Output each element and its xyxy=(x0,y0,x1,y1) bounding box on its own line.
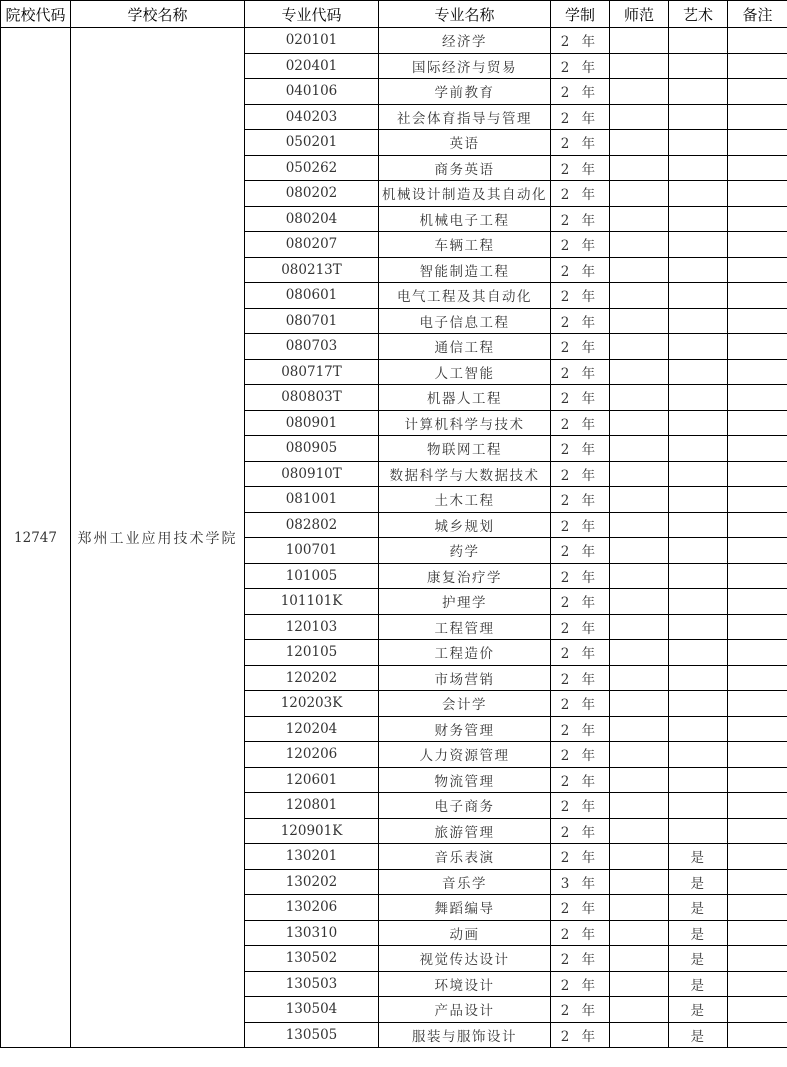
art-cell xyxy=(669,104,728,130)
remark-cell xyxy=(728,640,787,666)
remark-cell xyxy=(728,946,787,972)
duration-cell: 2 年 xyxy=(551,79,610,105)
major-code-cell: 080207 xyxy=(245,232,379,258)
remark-cell xyxy=(728,844,787,870)
header-school-code: 院校代码 xyxy=(1,1,71,28)
duration-cell: 2 年 xyxy=(551,512,610,538)
duration-cell: 2 年 xyxy=(551,53,610,79)
remark-cell xyxy=(728,665,787,691)
art-cell: 是 xyxy=(669,946,728,972)
header-duration: 学制 xyxy=(551,1,610,28)
header-major-code: 专业代码 xyxy=(245,1,379,28)
normal-cell xyxy=(610,308,669,334)
duration-cell: 2 年 xyxy=(551,487,610,513)
art-cell xyxy=(669,79,728,105)
major-code-cell: 130201 xyxy=(245,844,379,870)
major-name-cell: 工程造价 xyxy=(379,640,551,666)
major-code-cell: 100701 xyxy=(245,538,379,564)
art-cell xyxy=(669,538,728,564)
major-code-cell: 080601 xyxy=(245,283,379,309)
normal-cell xyxy=(610,1022,669,1048)
duration-cell: 2 年 xyxy=(551,895,610,921)
normal-cell xyxy=(610,997,669,1023)
school-code-cell: 12747 xyxy=(1,28,71,1048)
art-cell xyxy=(669,742,728,768)
duration-cell: 2 年 xyxy=(551,818,610,844)
remark-cell xyxy=(728,436,787,462)
major-code-cell: 130310 xyxy=(245,920,379,946)
major-code-cell: 050201 xyxy=(245,130,379,156)
remark-cell xyxy=(728,232,787,258)
normal-cell xyxy=(610,563,669,589)
duration-cell: 2 年 xyxy=(551,640,610,666)
major-name-cell: 电子商务 xyxy=(379,793,551,819)
major-code-cell: 082802 xyxy=(245,512,379,538)
major-name-cell: 英语 xyxy=(379,130,551,156)
duration-cell: 2 年 xyxy=(551,206,610,232)
normal-cell xyxy=(610,869,669,895)
duration-cell: 2 年 xyxy=(551,232,610,258)
art-cell xyxy=(669,512,728,538)
remark-cell xyxy=(728,971,787,997)
remark-cell xyxy=(728,359,787,385)
duration-cell: 2 年 xyxy=(551,308,610,334)
major-name-cell: 物流管理 xyxy=(379,767,551,793)
remark-cell xyxy=(728,53,787,79)
remark-cell xyxy=(728,257,787,283)
remark-cell xyxy=(728,385,787,411)
normal-cell xyxy=(610,436,669,462)
major-code-cell: 120204 xyxy=(245,716,379,742)
major-code-cell: 120801 xyxy=(245,793,379,819)
normal-cell xyxy=(610,79,669,105)
normal-cell xyxy=(610,716,669,742)
major-name-cell: 智能制造工程 xyxy=(379,257,551,283)
major-name-cell: 音乐学 xyxy=(379,869,551,895)
major-code-cell: 080213T xyxy=(245,257,379,283)
major-name-cell: 物联网工程 xyxy=(379,436,551,462)
normal-cell xyxy=(610,793,669,819)
duration-cell: 2 年 xyxy=(551,283,610,309)
major-name-cell: 产品设计 xyxy=(379,997,551,1023)
duration-cell: 2 年 xyxy=(551,359,610,385)
major-code-cell: 101101K xyxy=(245,589,379,615)
remark-cell xyxy=(728,410,787,436)
normal-cell xyxy=(610,538,669,564)
major-name-cell: 舞蹈编导 xyxy=(379,895,551,921)
art-cell xyxy=(669,130,728,156)
major-name-cell: 护理学 xyxy=(379,589,551,615)
normal-cell xyxy=(610,844,669,870)
major-name-cell: 社会体育指导与管理 xyxy=(379,104,551,130)
art-cell xyxy=(669,436,728,462)
header-major-name: 专业名称 xyxy=(379,1,551,28)
normal-cell xyxy=(610,53,669,79)
major-name-cell: 市场营销 xyxy=(379,665,551,691)
remark-cell xyxy=(728,818,787,844)
remark-cell xyxy=(728,79,787,105)
duration-cell: 2 年 xyxy=(551,691,610,717)
art-cell: 是 xyxy=(669,997,728,1023)
art-cell xyxy=(669,563,728,589)
remark-cell xyxy=(728,28,787,54)
major-name-cell: 计算机科学与技术 xyxy=(379,410,551,436)
major-code-cell: 120601 xyxy=(245,767,379,793)
remark-cell xyxy=(728,563,787,589)
normal-cell xyxy=(610,359,669,385)
remark-cell xyxy=(728,334,787,360)
normal-cell xyxy=(610,232,669,258)
art-cell xyxy=(669,818,728,844)
header-school-name: 学校名称 xyxy=(71,1,245,28)
major-name-cell: 视觉传达设计 xyxy=(379,946,551,972)
major-name-cell: 旅游管理 xyxy=(379,818,551,844)
major-name-cell: 音乐表演 xyxy=(379,844,551,870)
duration-cell: 2 年 xyxy=(551,28,610,54)
major-name-cell: 人力资源管理 xyxy=(379,742,551,768)
normal-cell xyxy=(610,257,669,283)
major-code-cell: 040106 xyxy=(245,79,379,105)
art-cell xyxy=(669,385,728,411)
header-remark: 备注 xyxy=(728,1,787,28)
major-name-cell: 康复治疗学 xyxy=(379,563,551,589)
header-normal: 师范 xyxy=(610,1,669,28)
major-code-cell: 080202 xyxy=(245,181,379,207)
art-cell xyxy=(669,716,728,742)
art-cell xyxy=(669,589,728,615)
normal-cell xyxy=(610,385,669,411)
normal-cell xyxy=(610,206,669,232)
normal-cell xyxy=(610,28,669,54)
art-cell xyxy=(669,155,728,181)
art-cell xyxy=(669,257,728,283)
major-code-cell: 101005 xyxy=(245,563,379,589)
major-name-cell: 车辆工程 xyxy=(379,232,551,258)
major-code-cell: 080717T xyxy=(245,359,379,385)
duration-cell: 2 年 xyxy=(551,920,610,946)
art-cell: 是 xyxy=(669,895,728,921)
duration-cell: 2 年 xyxy=(551,589,610,615)
duration-cell: 2 年 xyxy=(551,155,610,181)
art-cell xyxy=(669,665,728,691)
duration-cell: 2 年 xyxy=(551,130,610,156)
major-name-cell: 药学 xyxy=(379,538,551,564)
duration-cell: 2 年 xyxy=(551,436,610,462)
art-cell xyxy=(669,487,728,513)
art-cell: 是 xyxy=(669,844,728,870)
normal-cell xyxy=(610,614,669,640)
remark-cell xyxy=(728,283,787,309)
major-name-cell: 数据科学与大数据技术 xyxy=(379,461,551,487)
duration-cell: 2 年 xyxy=(551,104,610,130)
remark-cell xyxy=(728,895,787,921)
major-name-cell: 环境设计 xyxy=(379,971,551,997)
art-cell xyxy=(669,359,728,385)
art-cell xyxy=(669,767,728,793)
major-code-cell: 040203 xyxy=(245,104,379,130)
remark-cell xyxy=(728,155,787,181)
normal-cell xyxy=(610,155,669,181)
art-cell: 是 xyxy=(669,971,728,997)
remark-cell xyxy=(728,589,787,615)
normal-cell xyxy=(610,665,669,691)
major-code-cell: 080901 xyxy=(245,410,379,436)
art-cell: 是 xyxy=(669,1022,728,1048)
normal-cell xyxy=(610,589,669,615)
major-code-cell: 130202 xyxy=(245,869,379,895)
duration-cell: 3 年 xyxy=(551,869,610,895)
normal-cell xyxy=(610,920,669,946)
major-code-cell: 081001 xyxy=(245,487,379,513)
duration-cell: 2 年 xyxy=(551,665,610,691)
major-code-cell: 130505 xyxy=(245,1022,379,1048)
major-name-cell: 动画 xyxy=(379,920,551,946)
remark-cell xyxy=(728,614,787,640)
duration-cell: 2 年 xyxy=(551,181,610,207)
normal-cell xyxy=(610,767,669,793)
duration-cell: 2 年 xyxy=(551,844,610,870)
duration-cell: 2 年 xyxy=(551,793,610,819)
duration-cell: 2 年 xyxy=(551,385,610,411)
art-cell xyxy=(669,334,728,360)
major-code-cell: 080910T xyxy=(245,461,379,487)
normal-cell xyxy=(610,181,669,207)
remark-cell xyxy=(728,512,787,538)
normal-cell xyxy=(610,512,669,538)
duration-cell: 2 年 xyxy=(551,971,610,997)
duration-cell: 2 年 xyxy=(551,946,610,972)
duration-cell: 2 年 xyxy=(551,1022,610,1048)
art-cell xyxy=(669,793,728,819)
duration-cell: 2 年 xyxy=(551,410,610,436)
duration-cell: 2 年 xyxy=(551,997,610,1023)
art-cell xyxy=(669,410,728,436)
duration-cell: 2 年 xyxy=(551,461,610,487)
remark-cell xyxy=(728,1022,787,1048)
major-name-cell: 商务英语 xyxy=(379,155,551,181)
art-cell: 是 xyxy=(669,869,728,895)
major-name-cell: 电气工程及其自动化 xyxy=(379,283,551,309)
remark-cell xyxy=(728,920,787,946)
major-name-cell: 会计学 xyxy=(379,691,551,717)
major-code-cell: 080803T xyxy=(245,385,379,411)
remark-cell xyxy=(728,538,787,564)
remark-cell xyxy=(728,181,787,207)
major-code-cell: 120105 xyxy=(245,640,379,666)
art-cell xyxy=(669,308,728,334)
major-name-cell: 人工智能 xyxy=(379,359,551,385)
normal-cell xyxy=(610,130,669,156)
art-cell xyxy=(669,614,728,640)
major-code-cell: 050262 xyxy=(245,155,379,181)
major-name-cell: 服装与服饰设计 xyxy=(379,1022,551,1048)
remark-cell xyxy=(728,767,787,793)
normal-cell xyxy=(610,104,669,130)
art-cell xyxy=(669,461,728,487)
major-code-cell: 130206 xyxy=(245,895,379,921)
major-code-cell: 120103 xyxy=(245,614,379,640)
major-name-cell: 经济学 xyxy=(379,28,551,54)
art-cell xyxy=(669,206,728,232)
major-code-cell: 120901K xyxy=(245,818,379,844)
duration-cell: 2 年 xyxy=(551,716,610,742)
remark-cell xyxy=(728,461,787,487)
major-name-cell: 机器人工程 xyxy=(379,385,551,411)
table-row xyxy=(1,28,787,54)
remark-cell xyxy=(728,487,787,513)
major-name-cell: 工程管理 xyxy=(379,614,551,640)
normal-cell xyxy=(610,818,669,844)
art-cell xyxy=(669,28,728,54)
major-code-cell: 130502 xyxy=(245,946,379,972)
duration-cell: 2 年 xyxy=(551,614,610,640)
art-cell xyxy=(669,691,728,717)
normal-cell xyxy=(610,461,669,487)
normal-cell xyxy=(610,334,669,360)
art-cell: 是 xyxy=(669,920,728,946)
major-code-cell: 120202 xyxy=(245,665,379,691)
remark-cell xyxy=(728,104,787,130)
normal-cell xyxy=(610,742,669,768)
remark-cell xyxy=(728,742,787,768)
normal-cell xyxy=(610,410,669,436)
remark-cell xyxy=(728,130,787,156)
normal-cell xyxy=(610,691,669,717)
remark-cell xyxy=(728,308,787,334)
major-name-cell: 通信工程 xyxy=(379,334,551,360)
major-name-cell: 土木工程 xyxy=(379,487,551,513)
major-code-cell: 080703 xyxy=(245,334,379,360)
major-name-cell: 机械电子工程 xyxy=(379,206,551,232)
major-code-cell: 020101 xyxy=(245,28,379,54)
normal-cell xyxy=(610,971,669,997)
header-row xyxy=(1,1,787,28)
major-code-cell: 080701 xyxy=(245,308,379,334)
normal-cell xyxy=(610,946,669,972)
major-code-cell: 080905 xyxy=(245,436,379,462)
duration-cell: 2 年 xyxy=(551,334,610,360)
major-code-cell: 120203K xyxy=(245,691,379,717)
major-code-cell: 130503 xyxy=(245,971,379,997)
normal-cell xyxy=(610,640,669,666)
major-name-cell: 城乡规划 xyxy=(379,512,551,538)
major-name-cell: 国际经济与贸易 xyxy=(379,53,551,79)
normal-cell xyxy=(610,487,669,513)
major-code-cell: 120206 xyxy=(245,742,379,768)
remark-cell xyxy=(728,206,787,232)
header-art: 艺术 xyxy=(669,1,728,28)
normal-cell xyxy=(610,895,669,921)
remark-cell xyxy=(728,997,787,1023)
major-code-cell: 080204 xyxy=(245,206,379,232)
art-cell xyxy=(669,640,728,666)
duration-cell: 2 年 xyxy=(551,767,610,793)
art-cell xyxy=(669,232,728,258)
major-code-cell: 020401 xyxy=(245,53,379,79)
major-code-cell: 130504 xyxy=(245,997,379,1023)
duration-cell: 2 年 xyxy=(551,257,610,283)
duration-cell: 2 年 xyxy=(551,538,610,564)
art-cell xyxy=(669,181,728,207)
art-cell xyxy=(669,283,728,309)
normal-cell xyxy=(610,283,669,309)
school-name-cell: 郑州工业应用技术学院 xyxy=(71,28,245,1048)
remark-cell xyxy=(728,793,787,819)
art-cell xyxy=(669,53,728,79)
remark-cell xyxy=(728,691,787,717)
duration-cell: 2 年 xyxy=(551,563,610,589)
major-name-cell: 学前教育 xyxy=(379,79,551,105)
remark-cell xyxy=(728,716,787,742)
duration-cell: 2 年 xyxy=(551,742,610,768)
major-name-cell: 机械设计制造及其自动化 xyxy=(379,181,551,207)
major-name-cell: 财务管理 xyxy=(379,716,551,742)
major-name-cell: 电子信息工程 xyxy=(379,308,551,334)
remark-cell xyxy=(728,869,787,895)
